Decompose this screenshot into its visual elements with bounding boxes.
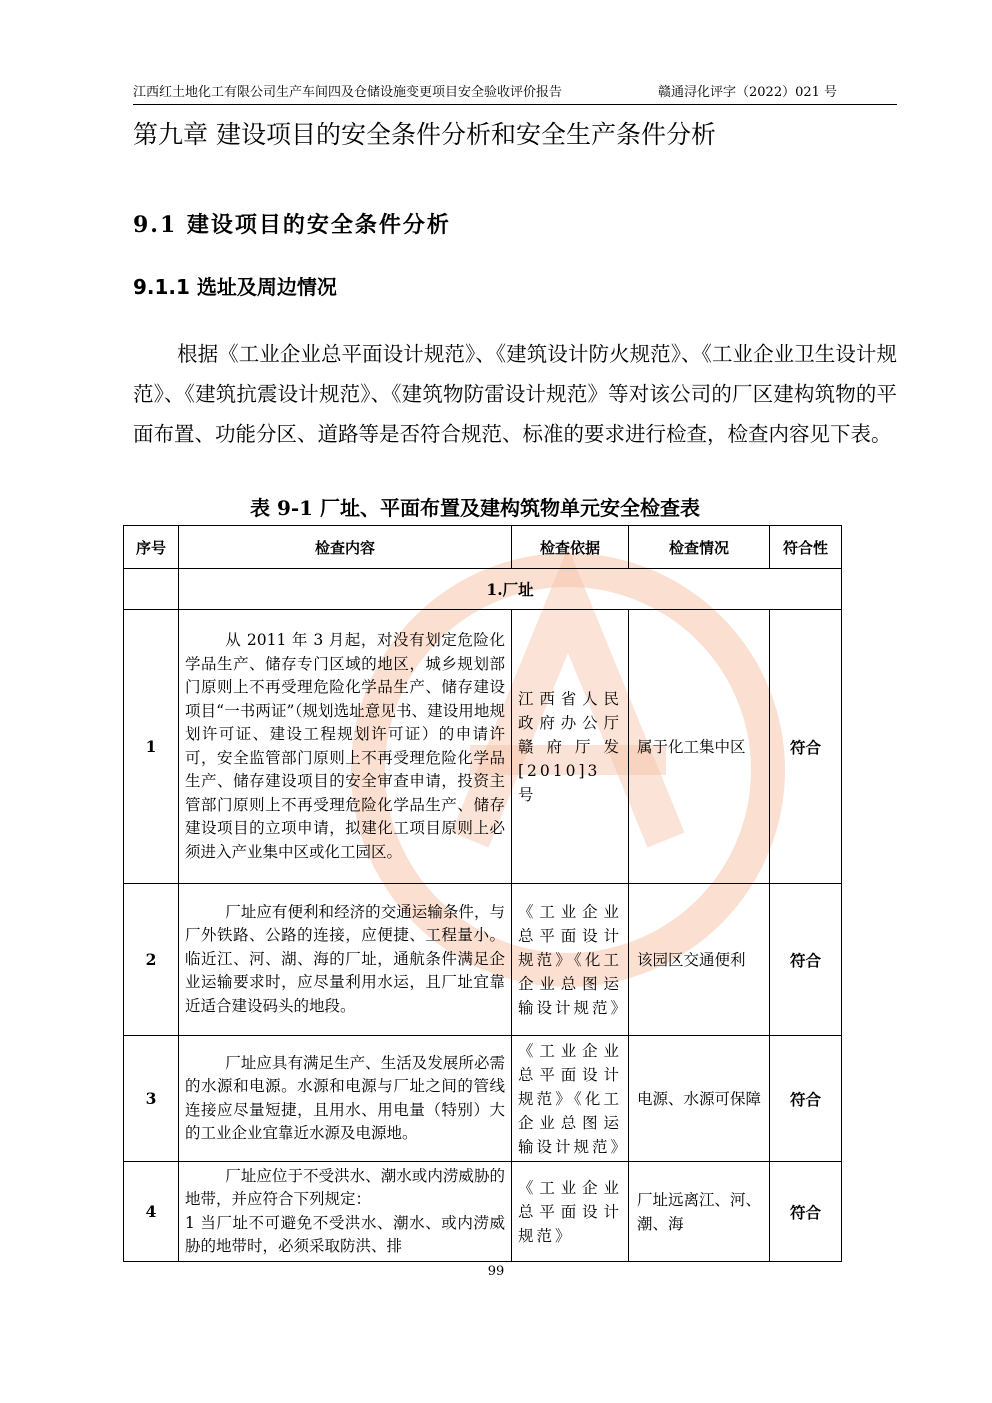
- row-no: 1: [124, 610, 179, 884]
- row-result: 符合: [770, 1036, 842, 1162]
- row-basis: 《工业企业总平面设计规范》《化工企业总图运输设计规范》: [512, 1036, 629, 1162]
- row-basis: 《工业企业总平面设计规范》: [512, 1162, 629, 1262]
- row-result: 符合: [770, 884, 842, 1036]
- chapter-title: 第九章 建设项目的安全条件分析和安全生产条件分析: [133, 120, 716, 149]
- header-ref: 赣通浔化评字（2022）021 号: [658, 85, 838, 100]
- safety-check-table: [123, 525, 842, 1262]
- row-content: 厂址应具有满足生产、生活及发展所必需的水源和电源。水源和电源与厂址之间的管线连接应尽量短捷，且用水、用电量（特别）大的工业企业宜靠近水源及电源地。: [179, 1036, 512, 1162]
- table-row: [124, 884, 842, 1036]
- table-caption: 表 9-1 厂址、平面布置及建构筑物单元安全检查表: [250, 496, 701, 520]
- table-row: [124, 610, 842, 884]
- col-header-result: 符合性: [770, 526, 842, 569]
- col-header-basis: 检查依据: [512, 526, 629, 569]
- row-no: 4: [124, 1162, 179, 1262]
- col-header-content: 检查内容: [179, 526, 512, 569]
- page-header: [133, 84, 897, 105]
- group-spacer: [124, 569, 179, 610]
- table-row: [124, 1036, 842, 1162]
- subsection-title: 9.1.1 选址及周边情况: [133, 275, 337, 299]
- table-group-row: [124, 569, 842, 610]
- section-title: 9.1 建设项目的安全条件分析: [133, 212, 451, 238]
- row-condition: 厂址远离江、河、潮、海: [629, 1162, 770, 1262]
- col-header-condition: 检查情况: [629, 526, 770, 569]
- row-content: 厂址应位于不受洪水、潮水或内涝威胁的地带，并应符合下列规定： 1 当厂址不可避免不受洪水、潮水、或内涝威胁的地带时，必须采取防洪、排: [179, 1162, 512, 1262]
- row-condition: 电源、水源可保障: [629, 1036, 770, 1162]
- row-result: 符合: [770, 1162, 842, 1262]
- row-basis: 江西省人民政府办公厅赣府厅发[2010]3 号: [512, 610, 629, 884]
- table-header-row: [124, 526, 842, 569]
- row-no: 3: [124, 1036, 179, 1162]
- col-header-no: 序号: [124, 526, 179, 569]
- row-condition: 属于化工集中区: [629, 610, 770, 884]
- row-no: 2: [124, 884, 179, 1036]
- intro-paragraph: 根据《工业企业总平面设计规范》、《建筑设计防火规范》、《工业企业卫生设计规范》、《建筑抗震设计规范》、《建筑物防雷设计规范》等对该公司的厂区建构筑物的平面布置、功能分区、道路等是否符合规范、标准的要求进行检查，检查内容见下表。: [133, 342, 897, 446]
- row-content: 厂址应有便利和经济的交通运输条件，与厂外铁路、公路的连接，应便捷、工程量小。临近江、河、湖、海的厂址，通航条件满足企业运输要求时，应尽量利用水运，且厂址宜靠近适合建设码头的地段。: [179, 884, 512, 1036]
- row-content: 从 2011 年 3 月起，对没有划定危险化学品生产、储存专门区域的地区，城乡规划部门原则上不再受理危险化学品生产、储存建设项目“一书两证”（规划选址意见书、建设用地规划许可证、建设工程规划许可证）的申请许可，安全监管部门原则上不再受理危险化学品生产、储存建设项目的安全审查申请，投资主管部门原则上不再受理危险化学品生产、储存建设项目的立项申请，拟建化工项目原则上必须进入产业集中区或化工园区。: [179, 610, 512, 884]
- page-number: 99: [487, 1264, 505, 1279]
- group-label: 1.厂址: [179, 569, 842, 610]
- row-condition: 该园区交通便利: [629, 884, 770, 1036]
- header-title: 江西红土地化工有限公司生产车间四及仓储设施变更项目安全验收评价报告: [133, 85, 563, 100]
- row-result: 符合: [770, 610, 842, 884]
- row-basis: 《工业企业总平面设计规范》《化工企业总图运输设计规范》: [512, 884, 629, 1036]
- table-row: [124, 1162, 842, 1262]
